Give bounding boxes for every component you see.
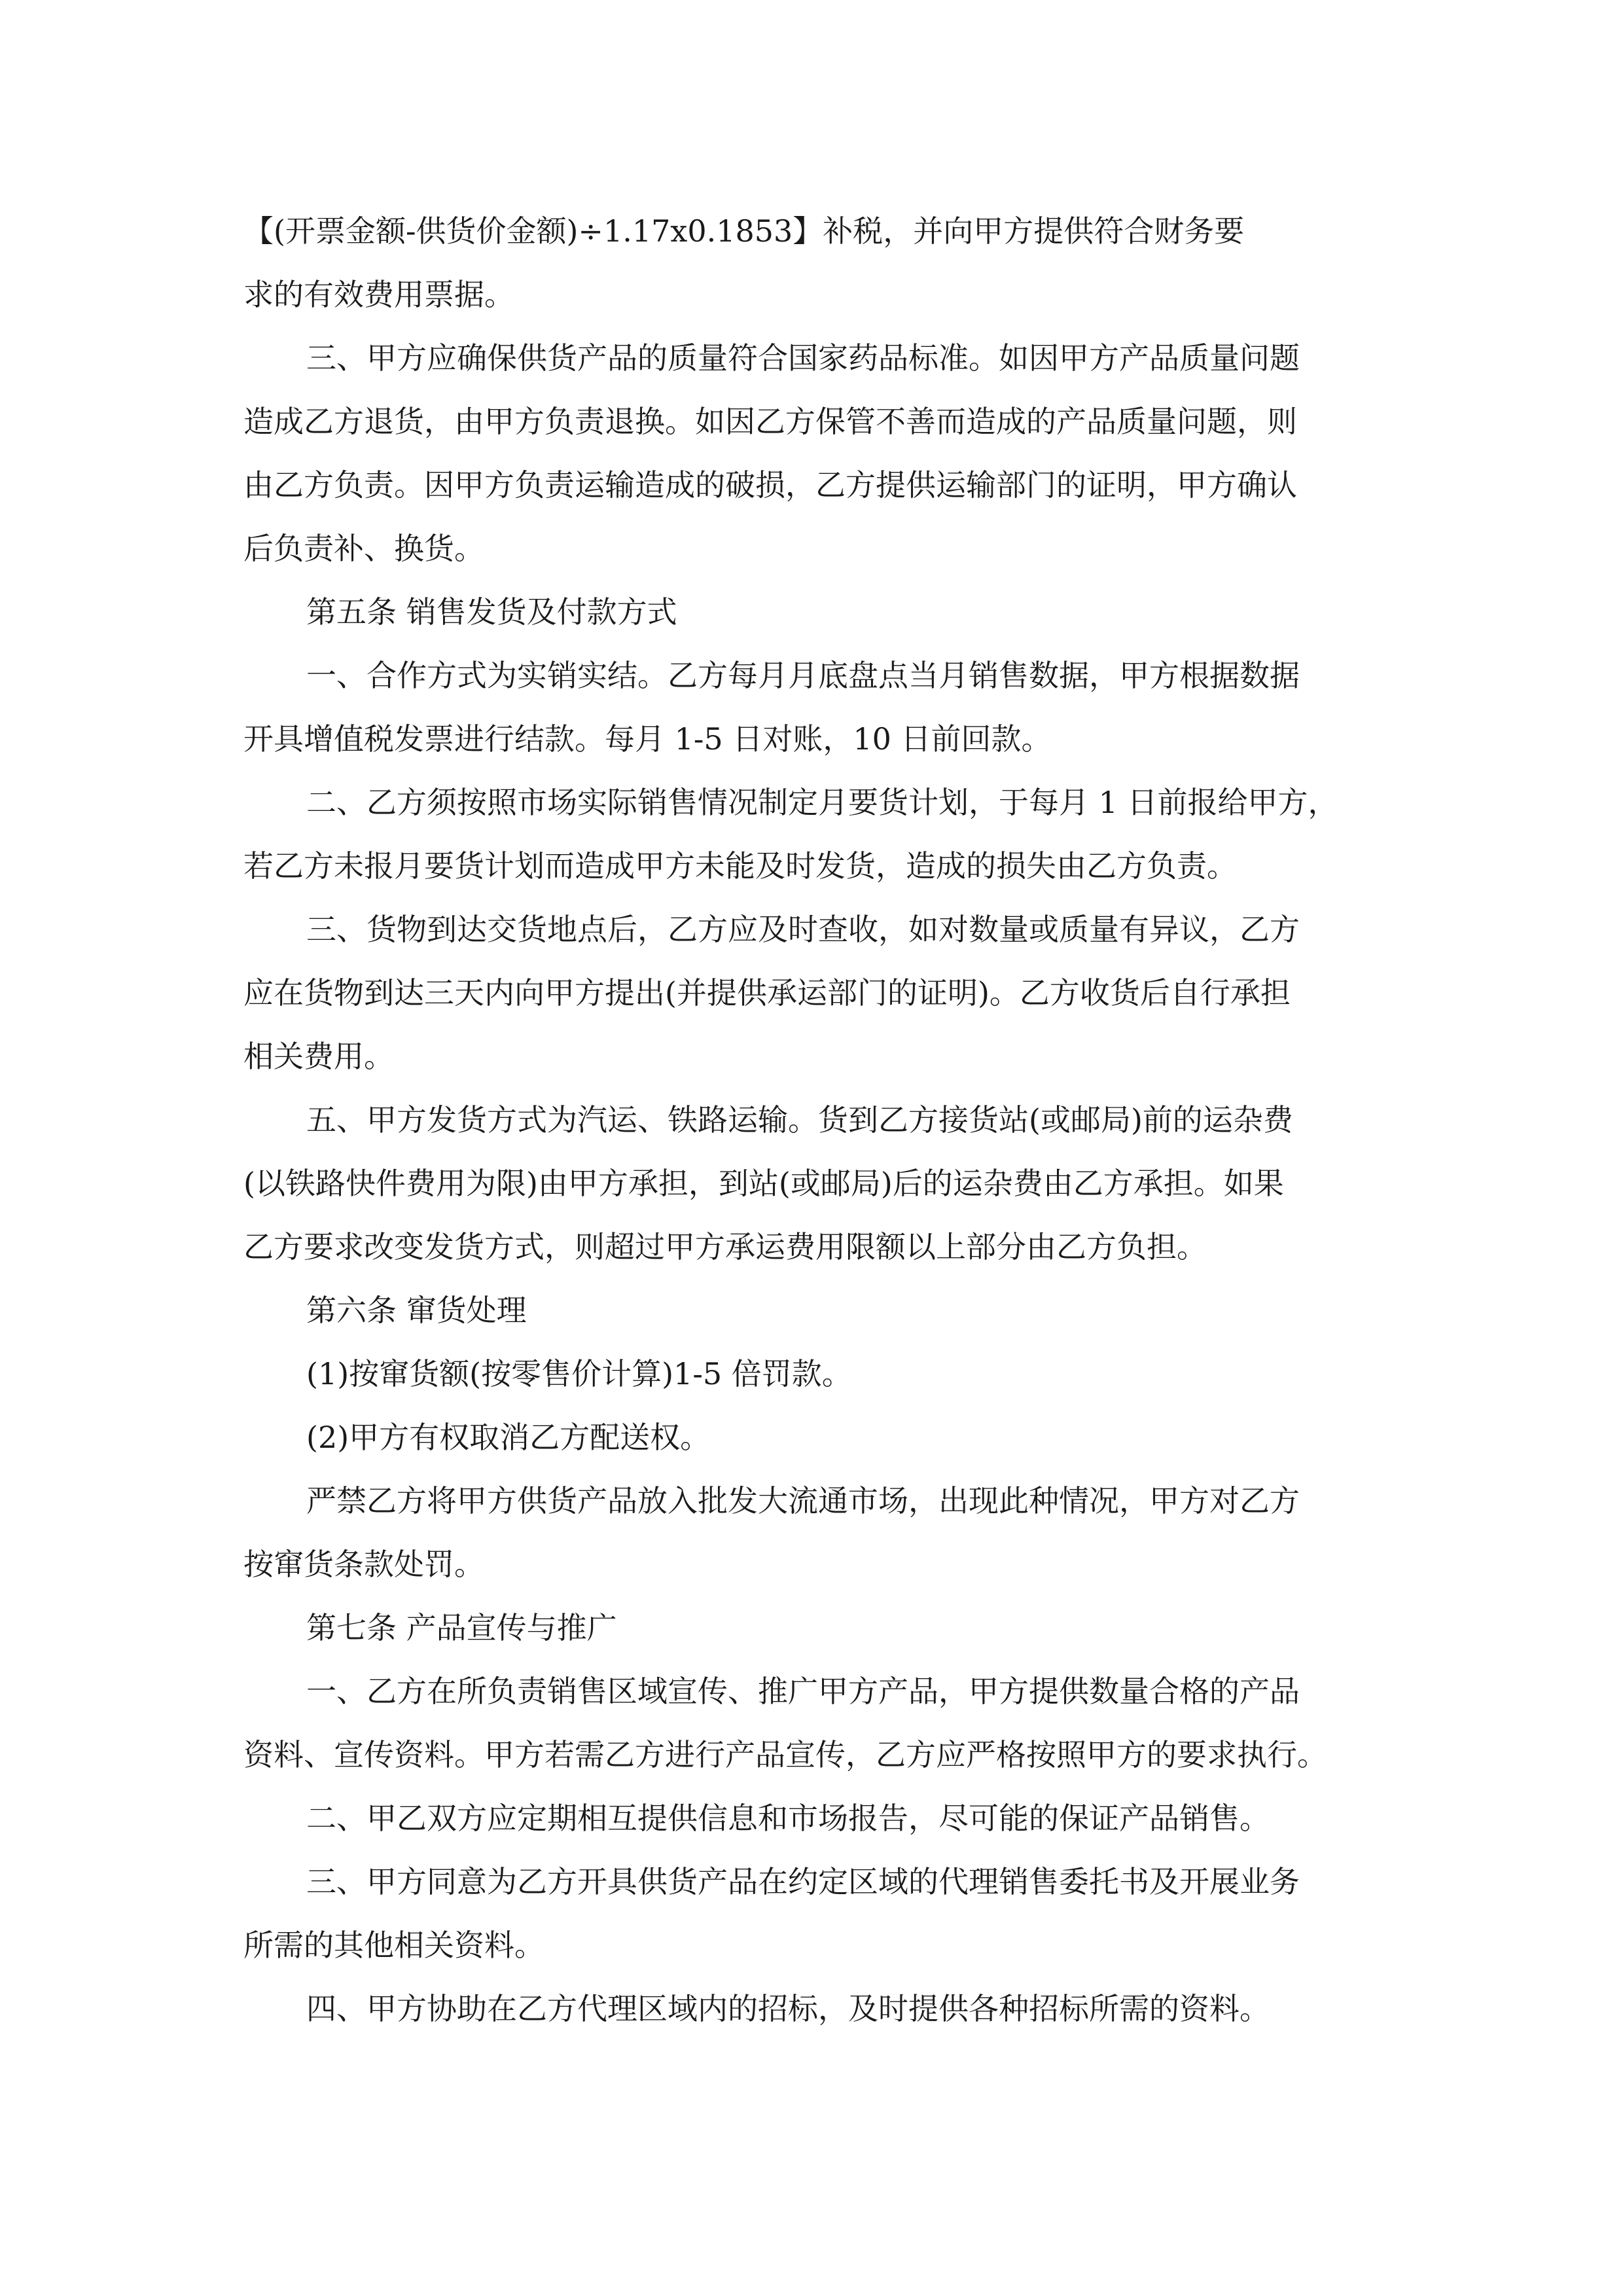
text-line: 应在货物到达三天内向甲方提出(并提供承运部门的证明)。乙方收货后自行承担 — [243, 975, 1291, 1011]
text-line: 二、乙方须按照市场实际销售情况制定月要货计划，于每月 1 日前报给甲方， — [306, 785, 1338, 820]
text-line: 一、乙方在所负责销售区域宣传、推广甲方产品，甲方提供数量合格的产品 — [306, 1674, 1300, 1709]
text-line: 所需的其他相关资料。 — [243, 1928, 544, 1963]
text-line: 二、甲乙双方应定期相互提供信息和市场报告，尽可能的保证产品销售。 — [306, 1801, 1270, 1836]
text-line: 四、甲方协助在乙方代理区域内的招标，及时提供各种招标所需的资料。 — [306, 1991, 1270, 2026]
text-line: (以铁路快件费用为限)由甲方承担，到站(或邮局)后的运杂费由乙方承担。如果 — [243, 1166, 1284, 1201]
text-line: (1)按窜货额(按零售价计算)1-5 倍罚款。 — [306, 1356, 852, 1391]
text-line: 开具增值税发票进行结款。每月 1-5 日对账，10 日前回款。 — [243, 721, 1052, 757]
text-line: 由乙方负责。因甲方负责运输造成的破损，乙方提供运输部门的证明，甲方确认 — [243, 467, 1297, 503]
text-line: 严禁乙方将甲方供货产品放入批发大流通市场，出现此种情况，甲方对乙方 — [306, 1483, 1300, 1518]
text-line: 若乙方未报月要货计划而造成甲方未能及时发货，造成的损失由乙方负责。 — [243, 848, 1237, 884]
text-line: 五、甲方发货方式为汽运、铁路运输。货到乙方接货站(或邮局)前的运杂费 — [306, 1102, 1293, 1138]
section-heading: 第五条 销售发货及付款方式 — [306, 594, 677, 630]
text-line: 按窜货条款处罚。 — [243, 1547, 484, 1582]
text-line: 后负责补、换货。 — [243, 531, 484, 566]
text-line: 一、合作方式为实销实结。乙方每月月底盘点当月销售数据，甲方根据数据 — [306, 658, 1300, 693]
text-line: 三、甲方同意为乙方开具供货产品在约定区域的代理销售委托书及开展业务 — [306, 1864, 1300, 1899]
text-line: 三、货物到达交货地点后，乙方应及时查收，如对数量或质量有异议，乙方 — [306, 912, 1300, 947]
text-line: 求的有效费用票据。 — [243, 277, 514, 312]
text-line: 造成乙方退货，由甲方负责退换。如因乙方保管不善而造成的产品质量问题，则 — [243, 404, 1297, 439]
document-body — [243, 200, 1376, 2041]
text-line: 资料、宣传资料。甲方若需乙方进行产品宣传，乙方应严格按照甲方的要求执行。 — [243, 1737, 1327, 1772]
section-heading: 第七条 产品宣传与推广 — [306, 1610, 617, 1645]
text-line: 三、甲方应确保供货产品的质量符合国家药品标准。如因甲方产品质量问题 — [306, 340, 1300, 376]
text-line: (2)甲方有权取消乙方配送权。 — [306, 1420, 711, 1455]
section-heading: 第六条 窜货处理 — [306, 1293, 527, 1328]
text-line: 【(开票金额-供货价金额)÷1.17x0.1853】补税，并向甲方提供符合财务要 — [243, 213, 1245, 249]
text-line: 相关费用。 — [243, 1039, 394, 1074]
text-line: 乙方要求改变发货方式，则超过甲方承运费用限额以上部分由乙方负担。 — [243, 1229, 1207, 1265]
